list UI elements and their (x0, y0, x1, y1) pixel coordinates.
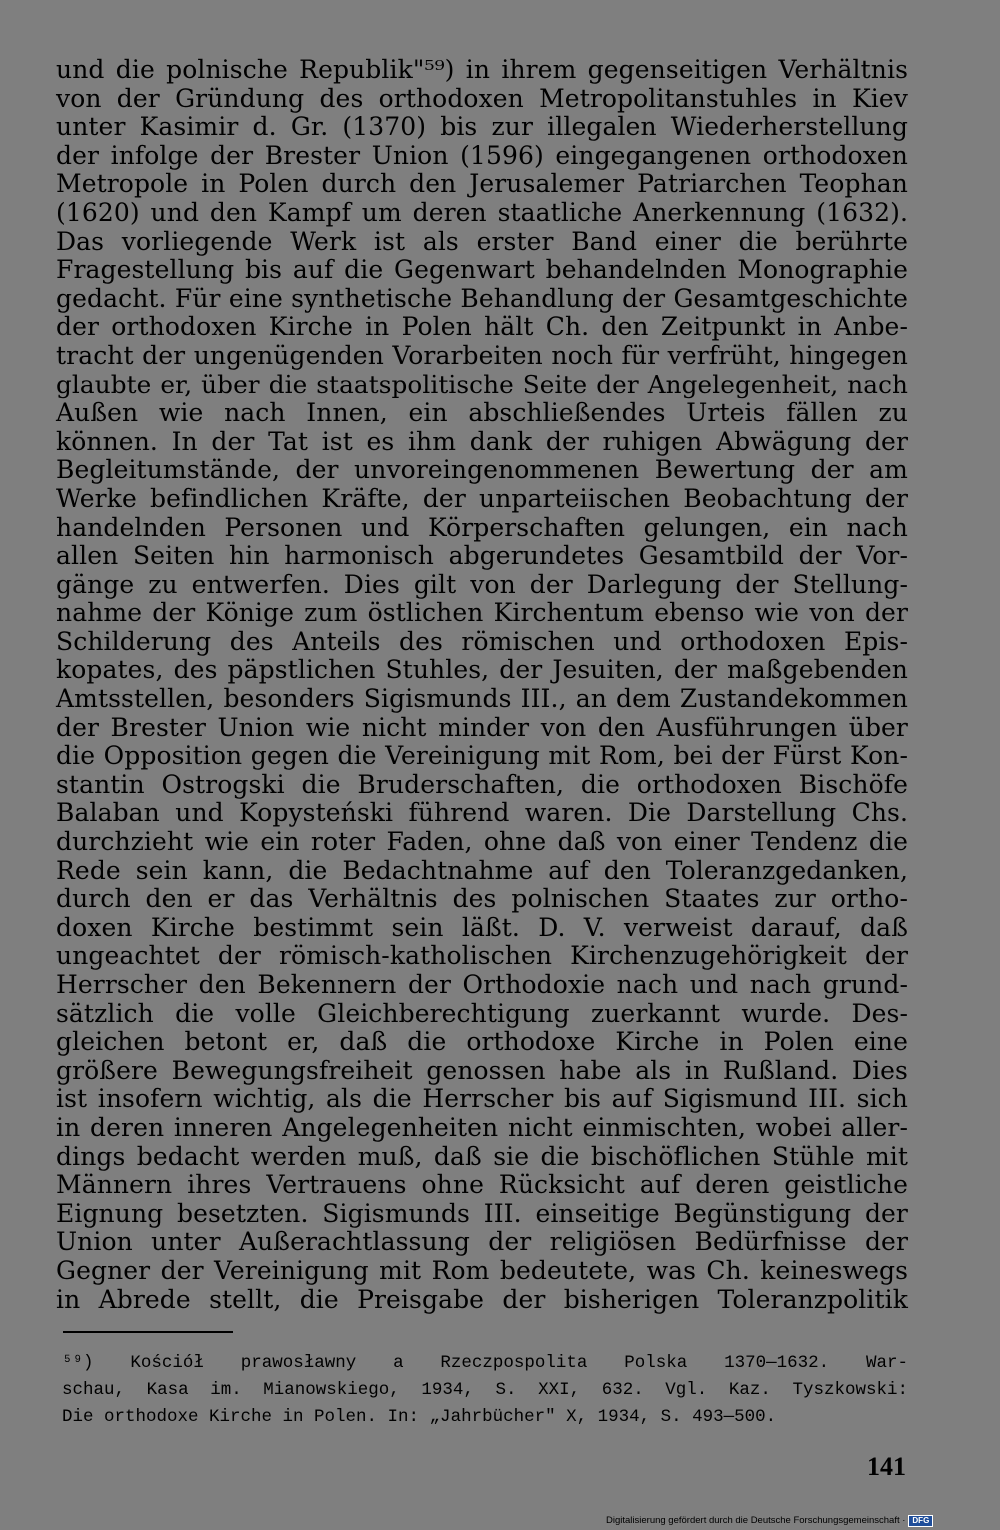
body-line: Gegner der Vereinigung mit Rom bedeutete, was Ch. keineswegs (56, 1255, 908, 1285)
body-line: der infolge der Brester Union (1596) eingegangenen orthodoxen (56, 140, 908, 170)
body-line: nahme der Könige zum östlichen Kirchentum ebenso wie von der (56, 598, 908, 628)
body-line: und die polnische Republik"⁵⁹) in ihrem gegenseitigen Verhältnis (56, 55, 908, 84)
body-line: Das vorliegende Werk ist als erster Band einer die berührte (56, 226, 908, 256)
body-line: größere Bewegungsfreiheit genossen habe als in Rußland. Dies (56, 1055, 908, 1085)
body-line: Männern ihres Vertrauens ohne Rücksicht auf deren geistliche (56, 1170, 908, 1200)
body-line: Amtsstellen, besonders Sigismunds III., an dem Zustandekommen (56, 684, 908, 714)
body-line: Herrscher den Bekennern der Orthodoxie nach und nach grund- (56, 970, 908, 999)
page-number: 141 (867, 1452, 906, 1481)
body-line: Außen wie nach Innen, ein abschließendes Urteis fällen zu (56, 398, 908, 428)
body-line: durch den er das Verhältnis des polnischen Staates zur ortho- (56, 884, 908, 914)
body-line: gedacht. Für eine synthetische Behandlung der Gesamtgeschichte (56, 283, 908, 313)
body-line: durchzieht wie ein roter Faden, ohne daß von einer Tendenz die (56, 827, 908, 857)
footnote-separator (63, 1331, 233, 1333)
body-line: kopates, des päpstlichen Stuhles, der Jesuiten, der maßgebenden (56, 655, 908, 685)
body-line: Metropole in Polen durch den Jerusalemer Patriarchen Teophan (56, 169, 908, 199)
body-line: tracht der ungenügenden Vorarbeiten noch für verfrüht, hingegen (56, 340, 908, 370)
body-text (56, 56, 908, 1314)
body-line: Union unter Außerachtlassung der religiösen Bedürfnisse der (56, 1227, 908, 1257)
body-line: allen Seiten hin harmonisch abgerundetes Gesamtbild der Vor- (56, 541, 908, 571)
body-line: Fragestellung bis auf die Gegenwart behandelnden Monographie (56, 255, 908, 285)
body-line: gänge zu entwerfen. Dies gilt von der Darlegung der Stellung- (56, 569, 908, 599)
body-line: ungeachtet der römisch-katholischen Kirchenzugehörigkeit der (56, 941, 908, 971)
body-line: die Opposition gegen die Vereinigung mit Rom, bei der Fürst Kon- (56, 741, 908, 771)
dfg-logo-icon: DFG (908, 1515, 933, 1527)
body-line: Begleitumstände, der unvoreingenommenen Bewertung der am (56, 455, 908, 485)
body-line: in deren inneren Angelegenheiten nicht einmischten, wobei aller- (56, 1112, 908, 1142)
body-line: Schilderung des Anteils des römischen und orthodoxen Epis- (56, 626, 908, 656)
body-line: der orthodoxen Kirche in Polen hält Ch. den Zeitpunkt in Anbe- (56, 312, 908, 342)
body-line: handelnden Personen und Körperschaften gelungen, ein nach (56, 512, 908, 542)
body-line: von der Gründung des orthodoxen Metropolitanstuhles in Kiev (56, 83, 908, 113)
body-line: ist insofern wichtig, als die Herrscher bis auf Sigismund III. sich (56, 1084, 908, 1114)
footnote-line: ⁵⁹) Kościół prawosławny a Rzeczpospolita Polska 1370—1632. War- (62, 1353, 908, 1373)
body-line: doxen Kirche bestimmt sein läßt. D. V. verweist darauf, daß (56, 912, 908, 942)
footnote (62, 1350, 908, 1431)
digitization-credit (606, 1515, 933, 1527)
body-line: Eignung besetzten. Sigismunds III. einseitige Begünstigung der (56, 1198, 908, 1228)
body-line: stantin Ostrogski die Bruderschaften, die orthodoxen Bischöfe (56, 769, 908, 799)
body-line: Werke befindlichen Kräfte, der unparteiischen Beobachtung der (56, 483, 908, 513)
body-line: der Brester Union wie nicht minder von den Ausführungen über (56, 712, 908, 742)
footnote-line: schau, Kasa im. Mianowskiego, 1934, S. XXI, 632. Vgl. Kaz. Tyszkowski: (62, 1380, 908, 1400)
footnote-line: Die orthodoxe Kirche in Polen. In: „Jahrbücher" X, 1934, S. 493—500. (62, 1407, 777, 1427)
credit-text: Digitalisierung gefördert durch die Deutsche Forschungsgemeinschaft · (606, 1515, 906, 1526)
body-line: in Abrede stellt, die Preisgabe der bisherigen Toleranzpolitik (56, 1284, 908, 1314)
body-line: Rede sein kann, die Bedachtnahme auf den Toleranzgedanken, (56, 855, 908, 885)
body-line: (1620) und den Kampf um deren staatliche Anerkennung (1632). (56, 197, 908, 227)
body-line: sätzlich die volle Gleichberechtigung zuerkannt wurde. Des- (56, 998, 908, 1028)
body-line: glaubte er, über die staatspolitische Seite der Angelegenheit, nach (56, 369, 908, 399)
body-line: dings bedacht werden muß, daß sie die bischöflichen Stühle mit (56, 1141, 908, 1171)
body-line: gleichen betont er, daß die orthodoxe Kirche in Polen eine (56, 1027, 908, 1057)
body-line: können. In der Tat ist es ihm dank der ruhigen Abwägung der (56, 426, 908, 456)
body-line: unter Kasimir d. Gr. (1370) bis zur illegalen Wiederherstellung (56, 112, 908, 142)
body-line: Balaban und Kopysteński führend waren. Die Darstellung Chs. (56, 798, 908, 828)
